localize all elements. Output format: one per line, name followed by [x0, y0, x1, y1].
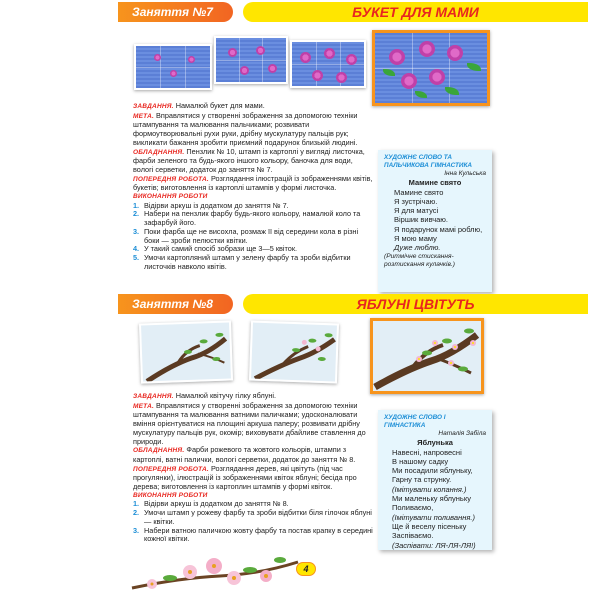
task-text: Намалюй квітучу гілку яблуні. — [175, 391, 277, 400]
prep-text: Розглядання дерев, які цвітуть (під час прогулянки), ілюстрацій із зображеннями квіток яблуні; бесіда про дерева; виготовлення із картоплин штампів у формі квіток. — [133, 463, 357, 492]
equipment-text: Пензлик № 10, штамп із картоплі у вигляді листочка, фарби зеленого та будь-якого іншого кольору, баночка для води, вологі серветки, додаток до заняття № 7. — [133, 146, 365, 174]
poem-lines: Навесні, напровесні В нашому садку Ми посадили яблуньку, Гарну та струнку. (Імітувати копання.) Ми маленьку яблуньку Поливаємо, (Імітувати поливання.) Ще й веселу пісеньку Заспіваємо. (Заспівати: ЛЯ-ЛЯ-ЛЯ!) — [392, 447, 476, 550]
goal-text: Вправлятися у створенні зображення за допомогою техніки штампування та малювання ватними паличками; удосконалювати вміння орієнтуватися на площині аркуша паперу; розвивати дрібну мускулатуру пальців рук, окомір; виховувати дбайливе ставлення до природи. — [133, 400, 366, 446]
step-item: 2. Набери на пензлик фарбу будь-якого кольору, намалюй коло та зафарбуй його. — [133, 209, 361, 228]
poem-note: (Ритмічне стискання-розтискання кулачків.) — [384, 252, 455, 268]
equipment-label: ОБЛАДНАННЯ. — [133, 447, 185, 455]
equipment-label: ОБЛАДНАННЯ. — [133, 148, 185, 156]
equipment-text: Фарби рожевого та жовтого кольорів, штампи з картоплі, ватні палички, вологі серветки, додаток до заняття № 8. — [133, 445, 356, 464]
task-label: ЗАВДАННЯ. — [133, 103, 174, 110]
finished-branch-photo — [370, 318, 484, 394]
step-photo-1 — [134, 44, 212, 90]
lesson8-banner — [118, 294, 588, 314]
lesson8-instructions — [133, 392, 373, 544]
step-item: 3. Поки фарба ще не висохла, розмаж її від середини кола в різні боки — зроби пелюстки квітки. — [133, 226, 359, 245]
step-photo-2 — [214, 36, 288, 84]
lesson8-steps — [133, 500, 373, 544]
step-item: 5. Умочи картопляний штамп у зелену фарбу та зроби відбитки листочків навколо квітів. — [133, 252, 351, 271]
task-text: Намалюй букет для мами. — [175, 101, 265, 110]
poem-author: Інна Кульська — [444, 170, 486, 177]
page-number: 4 — [296, 562, 316, 576]
poem-title: Мамине свято — [408, 178, 462, 188]
finished-bouquet-photo — [372, 30, 490, 106]
lesson7-title: БУКЕТ ДЛЯ МАМИ — [243, 2, 588, 22]
prep-label: ПОПЕРЕДНЯ РОБОТА. — [133, 175, 209, 183]
step-photo-3 — [290, 40, 366, 88]
step-item: 1. Відірви аркуш із додатком до заняття № 7. — [133, 200, 289, 210]
step-item: 1. Відірви аркуш із додатком до заняття № 8. — [133, 499, 289, 509]
goal-label: МЕТА. — [133, 112, 154, 120]
step-item: 2. Умочи штамп у рожеву фарбу та зроби відбитки біля гілочок яблуні — квітки. — [133, 508, 372, 526]
lesson7-number: Заняття №7 — [118, 2, 233, 22]
branch-photo-1 — [139, 320, 233, 383]
poem-heading: ХУДОЖНЄ СЛОВО ТА ПАЛЬЧИКОВА ГІМНАСТИКА — [384, 154, 473, 169]
steps-label: ВИКОНАННЯ РОБОТИ — [133, 193, 208, 201]
step-item: 4. У такий самий спосіб зобрази ще 3—5 квіток. — [133, 244, 298, 254]
poem-title: Яблунька — [417, 438, 453, 448]
poem-author: Наталія Забіла — [438, 430, 486, 437]
lesson7-instructions — [133, 102, 373, 271]
lesson8-poem-card — [378, 410, 492, 550]
prep-label: ПОПЕРЕДНЯ РОБОТА. — [133, 465, 209, 473]
lesson8-number: Заняття №8 — [118, 294, 233, 314]
lesson8-title: ЯБЛУНІ ЦВІТУТЬ — [243, 294, 588, 314]
steps-label: ВИКОНАННЯ РОБОТИ — [133, 491, 208, 499]
blossom-branch-decoration — [130, 548, 300, 596]
goal-text: Вправлятися у створенні зображення за допомогою техніки штампування та малювання пальчиками; розвивати формоутворювальні рухи руки, дрібну мускулатуру пальців рук; викликати бажання зробити приємний подарунок близькій людині. — [133, 110, 358, 147]
goal-label: МЕТА. — [133, 402, 154, 410]
lesson7-steps — [133, 202, 373, 272]
lesson7-poem-card — [378, 150, 492, 292]
poem-heading: ХУДОЖНЄ СЛОВО І ГІМНАСТИКА — [384, 414, 446, 429]
task-label: ЗАВДАННЯ. — [133, 393, 174, 400]
lesson7-banner — [118, 2, 588, 22]
step-item: 3. Набери ватною паличкою жовту фарбу та постав крапку в середині кожної квітки. — [133, 525, 373, 544]
prep-text: Розглядання ілюстрацій із зображеннями квітів, букетів; виготовлення із картоплі штампів у формі листочка. — [133, 173, 373, 193]
branch-photo-2 — [249, 320, 339, 383]
poem-lines: Мамине свято Я зустрічаю. Я для матусі Віршик вивчаю. Я подарунок мамі роблю, Я мою маму Дуже люблю. — [394, 187, 483, 253]
